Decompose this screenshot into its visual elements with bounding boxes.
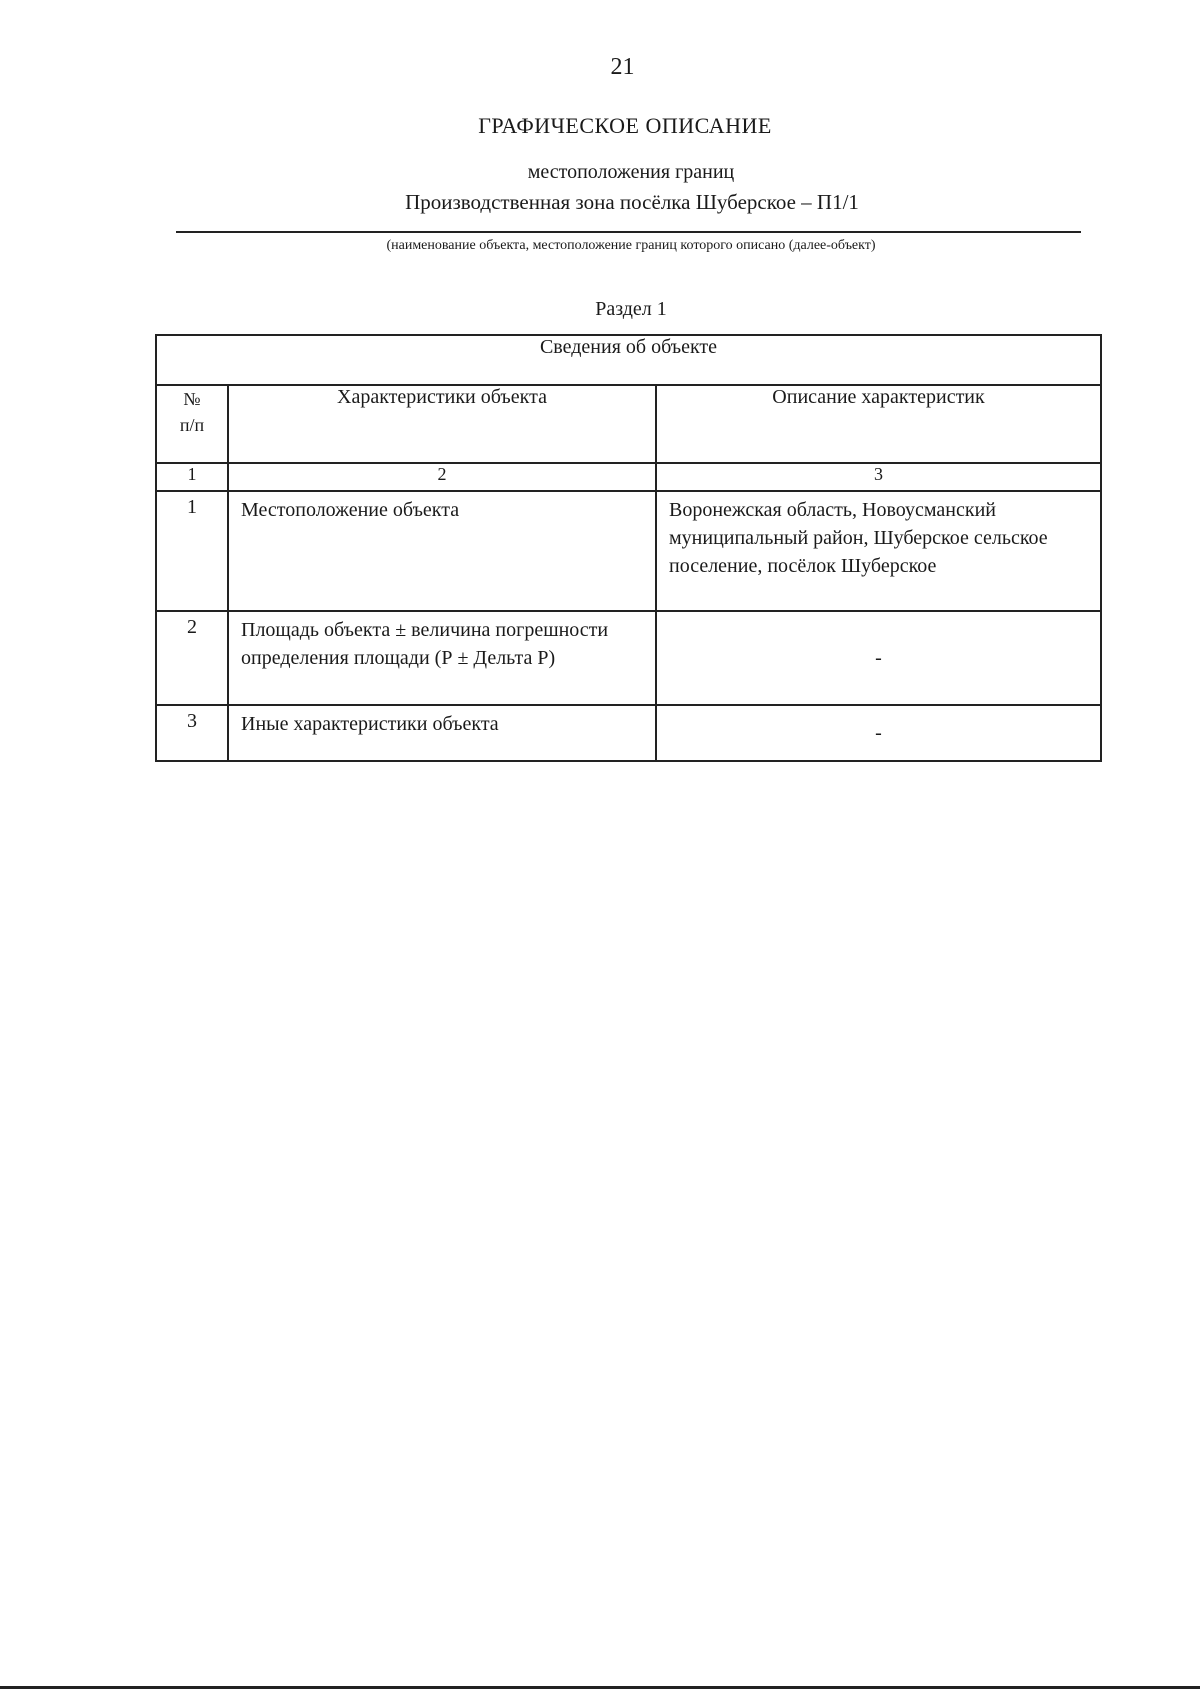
row-characteristic: Местоположение объекта xyxy=(228,491,656,611)
table-header: Сведения об объекте xyxy=(156,335,1101,385)
column-index-2: 2 xyxy=(228,463,656,491)
column-header-description: Описание характеристик xyxy=(656,385,1101,463)
row-description: Воронежская область, Новоусманский муниципальный район, Шуберское сельское поселение, посёлок Шуберское xyxy=(656,491,1101,611)
column-header-number-line2: п/п xyxy=(179,415,205,435)
row-characteristic: Иные характеристики объекта xyxy=(228,705,656,761)
column-index-1: 1 xyxy=(156,463,228,491)
title-underline xyxy=(176,231,1081,233)
object-caption: (наименование объекта, местоположение границ которого описано (далее-объект) xyxy=(386,238,876,253)
object-info-table xyxy=(155,334,1102,762)
table-header-row xyxy=(156,335,1101,385)
column-header-number xyxy=(156,385,228,463)
row-characteristic: Площадь объекта ± величина погрешности определения площади (Р ± Дельта Р) xyxy=(228,611,656,705)
document-subtitle-line1: местоположения границ xyxy=(527,161,735,183)
column-index-3: 3 xyxy=(656,463,1101,491)
row-description: - xyxy=(656,705,1101,761)
section-label: Раздел 1 xyxy=(595,298,667,320)
document-title: ГРАФИЧЕСКОЕ ОПИСАНИЕ xyxy=(478,113,772,138)
table-row xyxy=(156,611,1101,705)
document-subtitle-line2: Производственная зона посёлка Шуберское – П1/1 xyxy=(405,190,859,214)
table-row xyxy=(156,491,1101,611)
row-number: 3 xyxy=(156,705,228,761)
column-header-row xyxy=(156,385,1101,463)
column-header-characteristic: Характеристики объекта xyxy=(228,385,656,463)
page-bottom-edge xyxy=(0,1686,1200,1689)
page-number: 21 xyxy=(610,54,635,80)
column-index-row xyxy=(156,463,1101,491)
row-number: 2 xyxy=(156,611,228,705)
table-row xyxy=(156,705,1101,761)
column-header-number-line1: № xyxy=(183,389,201,409)
row-number: 1 xyxy=(156,491,228,611)
row-description: - xyxy=(656,611,1101,705)
